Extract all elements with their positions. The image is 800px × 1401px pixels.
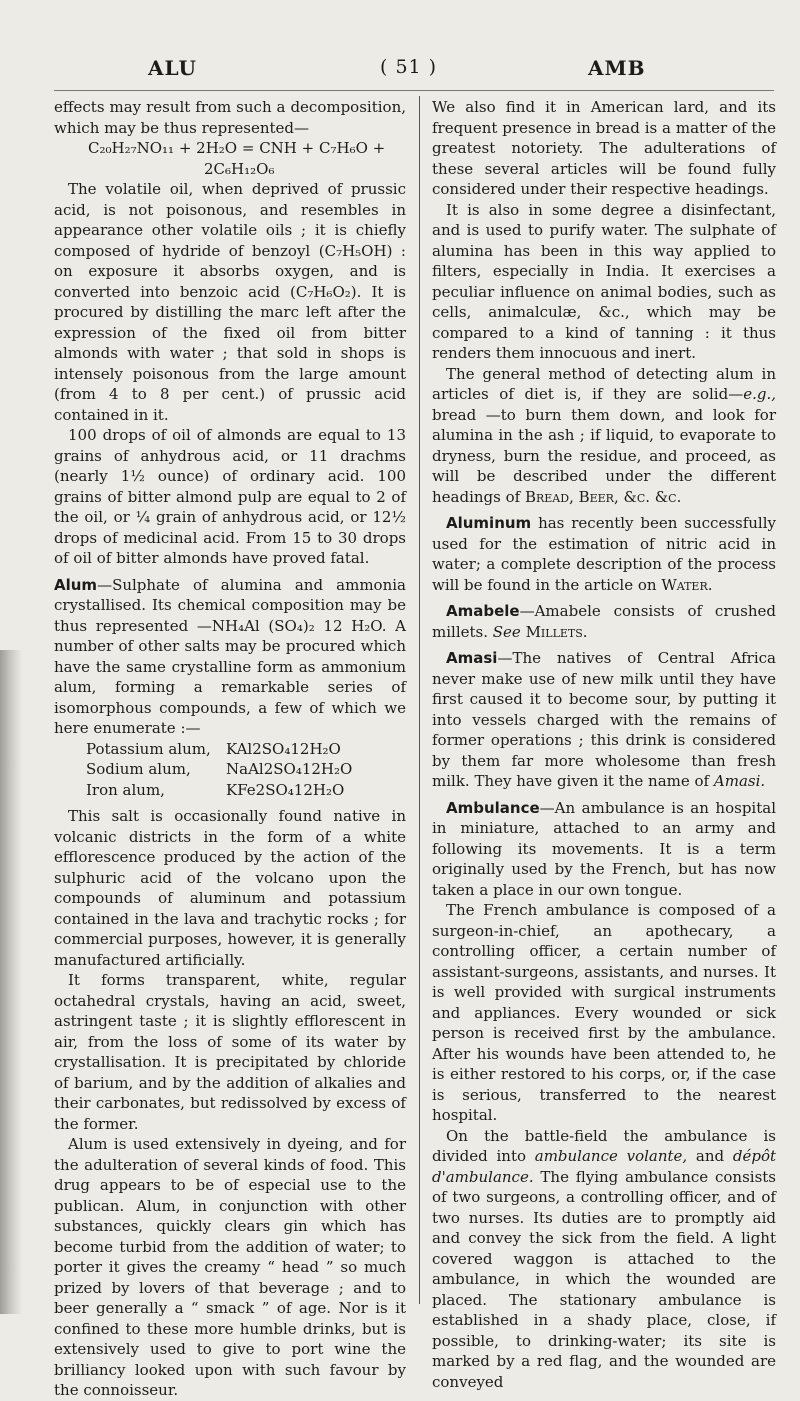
alum-list-item: Iron alum, KFe2SO₄12H₂O (86, 780, 345, 799)
paragraph: It is also in some degree a disinfectant, and is used to purify water. The sulphate of alumina has been in this way applied to filters, especially in India. It exercises a peculiar influence on animal bodies, such as cells, animalculæ, &c., which may be compared to a kind of tanning : it thus renders them innocuous and inert. (432, 200, 776, 362)
cross-reference: Millets. (520, 622, 588, 641)
paragraph: It forms transparent, white, regular octahedral crystals, having an acid, sweet, astringent taste ; it is slightly efflorescent in air, from the loss of some of its water by crystallisation. It is precipitated by chloride of barium, and by the addition of alkalies and their carbonates, but redissolved by excess of the former. (54, 971, 406, 1133)
paragraph: The volatile oil, when deprived of prussic acid, is not poisonous, and resembles in appearance other volatile oils ; it is chiefly composed of hydride of benzoyl (C₇H₅OH) : on exposure it absorbs oxygen, and is converted into benzoic acid (C₇H₆O₂). It is procured by distilling the marc left after the expression of the fixed oil from bitter almonds with water ; that sold in shops is intensely poisonous from the large amount (from 4 to 8 per cent.) of prussic acid contained in it. (54, 180, 406, 424)
paragraph: This salt is occasionally found native in volcanic districts in the form of a white efflorescence produced by the action of the sulphuric acid of the volcano upon the compounds of aluminum and potassium contained in the lava and trachytic rocks ; for commercial purposes, however, it is generally manufactured artificially. (54, 807, 406, 969)
entry-title: Aluminum (446, 514, 532, 532)
entry-alum (54, 575, 406, 739)
paragraph: 100 drops of oil of almonds are equal to 13 grains of anhydrous acid, or 11 drachms (nearly 1½ ounce) of ordinary acid. 100 grains of bitter almond pulp are equal to 2 of the oil, or ¼ grain of anhydrous acid, or 12½ drops of medicinal acid. From 15 to 30 drops of oil of bitter almonds have proved fatal. (54, 426, 406, 567)
right-column (432, 97, 776, 1392)
entry-amasi: Amasi—The natives of Central Africa never make use of new milk until they have first caused it to become sour, by putting it into vessels charged with the remains of former operations ; this drink is considered by them far more wholesome than fresh milk. They have given it the name of Amasi. (432, 649, 776, 790)
alum-list-item: Sodium alum, NaAl2SO₄12H₂O (86, 760, 353, 778)
paragraph: The French ambulance is composed of a surgeon-in-chief, an apothecary, a controlling officer, a certain number of assistant-surgeons, assistants, and nurses. It is well provided with surgical instruments and appliances. Every wounded or sick person is received first by the ambulance. After his wounds have been attended to, he is either restored to his corps, or, if the case is serious, transferred to the nearest hospital. (432, 901, 776, 1124)
alum-list (54, 739, 406, 801)
paragraph: We also find it in American lard, and its frequent presence in bread is a matter of the greatest notoriety. The adulterations of these several articles will be found fully considered under their respective headings. (432, 98, 776, 198)
entry-title: Alum (54, 575, 98, 594)
page-number: ( 51 ) (380, 56, 438, 78)
running-head-right: AMB (588, 56, 646, 80)
paragraph: On the battle-field the ambulance is divided into ambulance volante, and dépôt d'ambulance. The flying ambulance consists of two surgeons, a controlling officer, and of two nurses. Its duties are to promptly aid and convey the sick from the field. A light covered waggon is attached to the ambulance, in which the wounded are placed. The stationary ambulance is established in a shady place, close, if possible, to drinking-water; its site is marked by a red flag, and the wounded are conveyed (432, 1126, 776, 1391)
cross-reference: Water. (661, 575, 713, 594)
entry-title: Amasi (446, 649, 498, 667)
left-column (54, 97, 406, 1401)
running-head-left: ALU (148, 56, 197, 80)
entry-title: Amabele (446, 602, 520, 620)
header-rule (54, 90, 774, 91)
paragraph: effects may result from such a decomposition, which may be thus represented— (54, 98, 406, 137)
page-gutter-shadow (0, 650, 22, 1314)
entry-title: Ambulance (446, 798, 540, 817)
paragraph: The general method of detecting alum in articles of diet is, if they are solid—e.g., bread —to burn them down, and look for alumina in the ash ; if liquid, to evaporate to dryness, burn the residue, and proceed, as will be described under the different headings of Bread, Beer, &c. &c. (432, 364, 776, 506)
cross-reference: Bread, Beer, &c. &c. (524, 487, 682, 506)
column-divider (419, 96, 420, 1304)
chemical-formula-continued: 2C₆H₁₂O₆ (204, 159, 275, 178)
entry-aluminum: Aluminum has recently been successfully used for the estimation of nitric acid in water; a complete description of the process will be found in the article on Water. (432, 514, 776, 594)
entry-amabele: Amabele—Amabele consists of crushed millets. See Millets. (432, 602, 776, 641)
paragraph: Alum is used extensively in dyeing, and for the adulteration of several kinds of food. This drug appears to be of especial use to the publican. Alum, in conjunction with other substances, quickly clears gin which has become turbid from the addition of water; to porter it gives the creamy “ head ” so much prized by lovers of that beverage ; and to beer generally a “ smack ” of age. Nor is it confined to these more humble drinks, but is extensively used to give to port wine the brilliancy looked upon with such favour by the connoisseur. (54, 1135, 406, 1399)
entry-text: —Sulphate of alumina and ammonia crystallised. Its chemical composition may be thus represented —NH₄Al (SO₄)₂ 12 H₂O. A number of other salts may be procured which have the same crystalline form as ammonium alum, forming a remarkable series of isomorphous compounds, a few of which we here enumerate :— (54, 575, 406, 737)
entry-ambulance: Ambulance—An ambulance is an hospital in miniature, attached to an army and following its movements. It is a term originally used by the French, but has now taken a place in our own tongue. (432, 798, 776, 899)
alum-list-item: Potassium alum, KAl2SO₄12H₂O (86, 739, 341, 758)
chemical-formula: C₂₀H₂₇NO₁₁ + 2H₂O = CNH + C₇H₆O + (88, 139, 386, 157)
